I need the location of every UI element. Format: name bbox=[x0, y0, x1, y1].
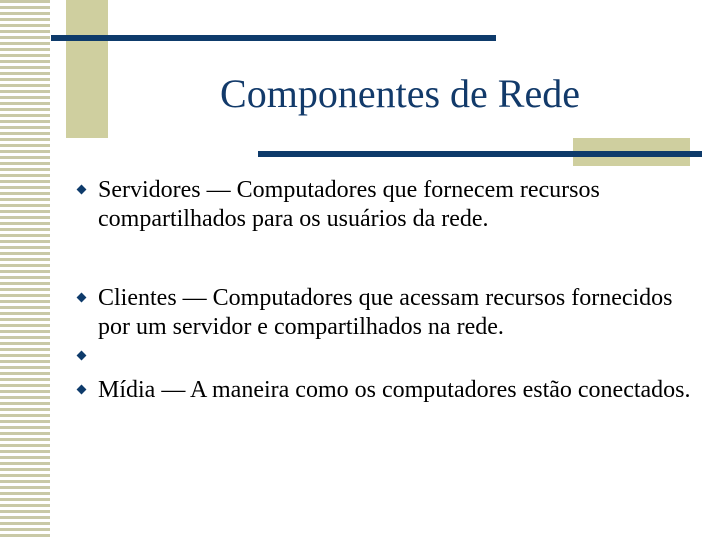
slide-title: Componentes de Rede bbox=[220, 71, 580, 116]
diamond-bullet-icon bbox=[77, 351, 87, 361]
bullet-list bbox=[76, 176, 696, 405]
diamond-bullet-icon bbox=[77, 185, 87, 195]
decorative-bar-middle bbox=[258, 151, 702, 157]
decorative-bar-top bbox=[51, 35, 496, 41]
decorative-block-top bbox=[66, 0, 108, 138]
bullet-item-empty bbox=[76, 342, 696, 371]
diamond-bullet-icon bbox=[77, 385, 87, 395]
bullet-item-midia bbox=[76, 376, 696, 405]
bullet-item-clientes bbox=[76, 284, 696, 342]
diamond-bullet-icon bbox=[77, 293, 87, 303]
left-stripe-decoration bbox=[0, 0, 50, 540]
bullet-text: Clientes — Computadores que acessam recursos fornecidos por um servidor e compartilhados na rede. bbox=[98, 285, 673, 340]
bullet-text: Mídia — A maneira como os computadores estão conectados. bbox=[98, 377, 691, 403]
bullet-item-servidores bbox=[76, 176, 696, 234]
bullet-text: Servidores — Computadores que fornecem recursos compartilhados para os usuários da rede. bbox=[98, 177, 600, 232]
